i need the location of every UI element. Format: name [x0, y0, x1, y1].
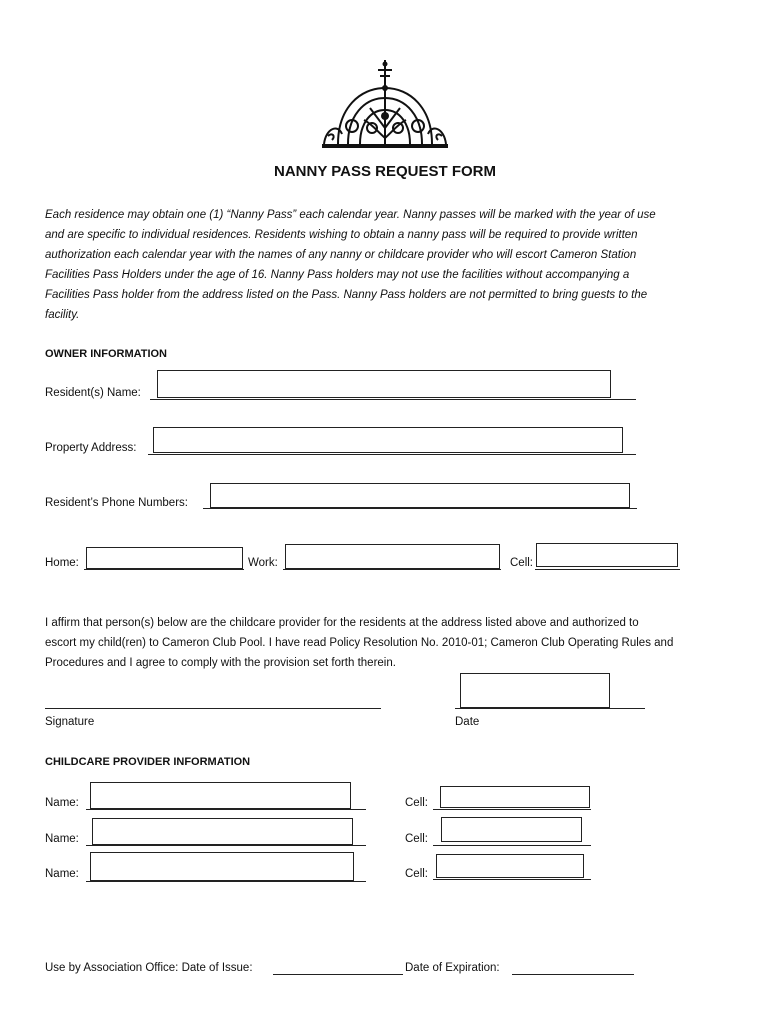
- provider-cell-underline: [433, 845, 591, 846]
- intro-line: and are specific to individual residences. Residents wishing to obtain a nanny pass will be required to provide written: [45, 229, 638, 241]
- property-address-label: Property Address:: [45, 442, 137, 454]
- intro-line: Facilities Pass Holders under the age of 16. Nanny Pass holders may not use the facilities without accompanying a: [45, 269, 630, 281]
- phone-numbers-underline: [203, 508, 637, 509]
- date-of-issue-label: Use by Association Office: Date of Issue:: [45, 962, 253, 974]
- affirmation-line: Procedures and I agree to comply with the provision set forth therein.: [45, 657, 396, 669]
- provider-cell-label: Cell:: [405, 797, 429, 809]
- property-address-field[interactable]: [153, 427, 623, 453]
- provider-cell-field-2[interactable]: [441, 817, 582, 842]
- resident-name-field[interactable]: [157, 370, 611, 398]
- intro-line: Each residence may obtain one (1) “Nanny Pass” each calendar year. Nanny passes will be marked with the year of use: [45, 209, 656, 221]
- work-underline: [283, 569, 501, 570]
- owner-info-heading: OWNER INFORMATION: [45, 348, 168, 360]
- ornamental-crest-logo: [320, 58, 450, 150]
- provider-name-underline: [86, 845, 366, 846]
- work-phone-field[interactable]: [285, 544, 500, 569]
- phone-numbers-field[interactable]: [210, 483, 630, 508]
- provider-cell-underline: [433, 879, 591, 880]
- resident-name-label: Resident(s) Name:: [45, 387, 141, 399]
- provider-name-field-3[interactable]: [90, 852, 354, 881]
- intro-line: Facilities Pass holder from the address listed on the Pass. Nanny Pass holders are not permitted to bring guests to the: [45, 289, 648, 301]
- intro-line: authorization each calendar year with the names of any nanny or childcare provider who will escort Cameron Station: [45, 249, 637, 261]
- provider-cell-field-3[interactable]: [436, 854, 584, 878]
- provider-name-underline: [86, 809, 366, 810]
- provider-info-heading: CHILDCARE PROVIDER INFORMATION: [45, 756, 251, 768]
- provider-name-label: Name:: [45, 833, 79, 845]
- provider-name-underline: [86, 881, 366, 882]
- intro-line: facility.: [45, 309, 80, 321]
- provider-cell-label: Cell:: [405, 868, 429, 880]
- provider-name-field-1[interactable]: [90, 782, 351, 809]
- work-label: Work:: [248, 557, 278, 569]
- provider-name-label: Name:: [45, 868, 79, 880]
- home-underline: [84, 569, 244, 570]
- cell-underline: [535, 569, 680, 570]
- date-of-expiration-line[interactable]: [512, 974, 634, 975]
- cell-label: Cell:: [510, 557, 534, 569]
- resident-name-underline: [150, 399, 636, 400]
- affirmation-paragraph: [45, 613, 735, 673]
- home-label: Home:: [45, 557, 79, 569]
- cell-phone-field[interactable]: [536, 543, 678, 567]
- home-phone-field[interactable]: [86, 547, 243, 569]
- intro-paragraph: [45, 205, 725, 325]
- date-label: Date: [455, 716, 480, 728]
- form-title: NANNY PASS REQUEST FORM: [274, 163, 496, 180]
- date-of-issue-line[interactable]: [273, 974, 403, 975]
- affirmation-line: escort my child(ren) to Cameron Club Pool. I have read Policy Resolution No. 2010-01; Cameron Club Operating Rules and: [45, 637, 674, 649]
- signature-line[interactable]: [45, 708, 381, 709]
- provider-cell-label: Cell:: [405, 833, 429, 845]
- date-underline: [455, 708, 645, 709]
- property-address-underline: [148, 454, 636, 455]
- provider-name-label: Name:: [45, 797, 79, 809]
- provider-cell-field-1[interactable]: [440, 786, 590, 808]
- provider-name-field-2[interactable]: [92, 818, 353, 845]
- date-field[interactable]: [460, 673, 610, 708]
- affirmation-line: I affirm that person(s) below are the childcare provider for the residents at the address listed above and authorized to: [45, 617, 639, 629]
- phone-numbers-label: Resident’s Phone Numbers:: [45, 497, 188, 509]
- provider-cell-underline: [433, 809, 591, 810]
- date-of-expiration-label: Date of Expiration:: [405, 962, 500, 974]
- signature-label: Signature: [45, 716, 95, 728]
